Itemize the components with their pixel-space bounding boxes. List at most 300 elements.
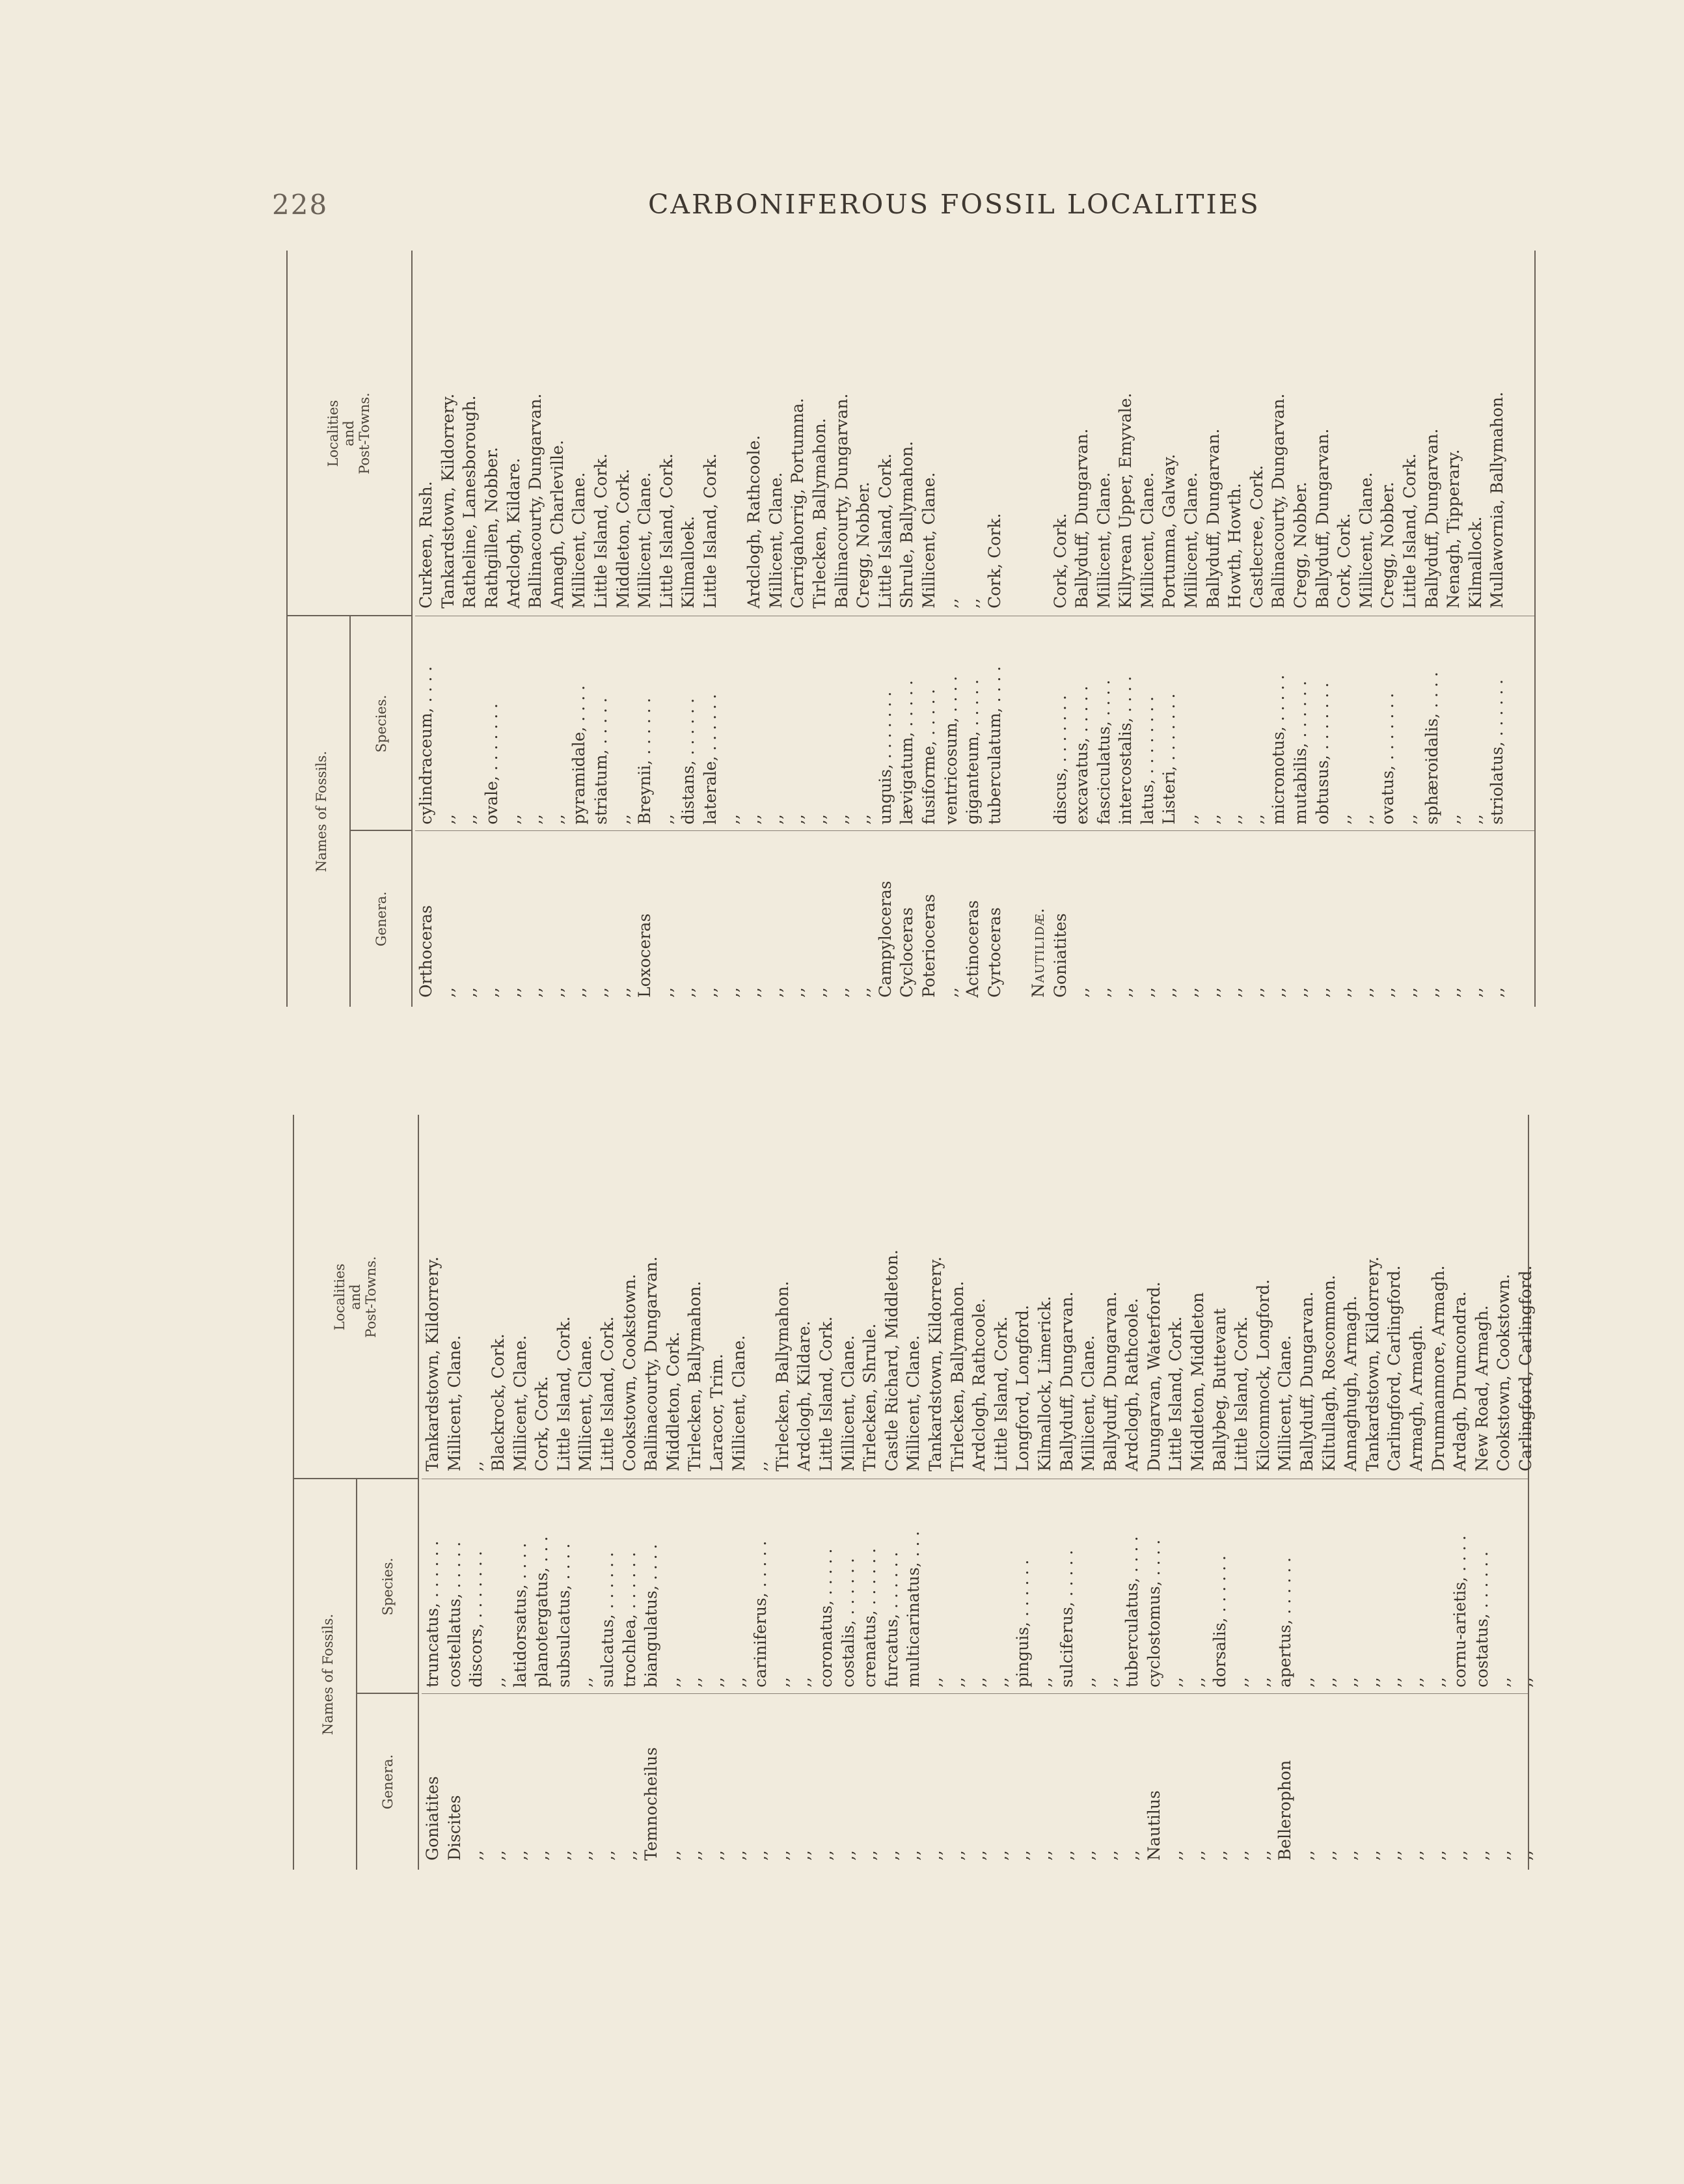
table-header	[288, 251, 413, 1007]
species-cell: obtusus, . . . . . . .	[1312, 682, 1332, 825]
species-cell: ,,	[613, 814, 632, 825]
genus-cell: ,,	[526, 987, 545, 998]
fossil-table-lower-rotated	[288, 251, 1534, 1007]
locality-cell: Carrigahorrig, Portumna.	[788, 398, 808, 608]
table-row	[765, 251, 787, 1007]
species-cell: ,,	[1035, 1677, 1054, 1687]
genus-cell: ,,	[1428, 1850, 1448, 1861]
locality-cell: Cookstown, Cookstown.	[1494, 1274, 1514, 1471]
locality-cell: Cregg, Nobber.	[1291, 482, 1311, 608]
table-row	[524, 251, 547, 1007]
table-row	[968, 1115, 990, 1870]
species-cell: Breynii, . . . . . .	[635, 698, 655, 825]
genus-cell: ,,	[1400, 987, 1420, 998]
genus-cell: Bellerophon	[1275, 1760, 1295, 1861]
species-cell: intercostalis, . . . .	[1116, 676, 1135, 825]
table-row	[1005, 251, 1027, 1007]
genus-cell: ,,	[460, 987, 480, 998]
genus-cell: ,,	[941, 987, 960, 998]
locality-cell: Longford, Longford.	[1013, 1305, 1033, 1471]
table-row	[1143, 1115, 1165, 1870]
species-cell: biangulatus, . . . .	[642, 1544, 661, 1687]
locality-cell: Little Island, Cork.	[1166, 1316, 1186, 1471]
locality-cell: Little Island, Cork.	[591, 453, 611, 608]
species-cell: subsulcatus, . . . .	[554, 1543, 573, 1687]
table-row	[1224, 251, 1246, 1007]
species-cell: ,,	[947, 1677, 967, 1687]
table-row	[772, 1115, 794, 1870]
species-cell: ,,	[438, 814, 457, 825]
genus-cell: ,,	[1122, 1850, 1142, 1861]
species-cell: tuberculatum, . . . .	[985, 666, 1004, 825]
locality-cell: Ballyduff, Dungarvan.	[1203, 428, 1223, 608]
locality-cell: ,,	[963, 598, 983, 608]
species-cell: coronatus, . . . . .	[816, 1548, 835, 1687]
species-cell: ,,	[1232, 1677, 1251, 1687]
locality-cell: Middleton, Cork.	[613, 469, 632, 608]
locality-cell: Curkeen, Rush.	[416, 481, 436, 608]
species-cell: truncatus, . . . . . .	[423, 1540, 442, 1687]
genus-cell: ,,	[729, 1850, 748, 1861]
header-species: Species.	[380, 1557, 396, 1616]
locality-cell: Ballyduff, Dungarvan.	[1422, 428, 1441, 608]
species-cell: ovale, . . . . . . .	[482, 703, 502, 825]
genus-cell: ,,	[598, 1850, 618, 1861]
table-row	[1187, 1115, 1209, 1870]
genus-cell: ,,	[1210, 1850, 1229, 1861]
locality-cell: Millicent, Clane.	[576, 1335, 595, 1471]
species-cell: ,,	[1297, 1677, 1317, 1687]
species-cell: mutabilis, . . . . . .	[1291, 681, 1311, 825]
page-title: CARBONIFEROUS FOSSIL LOCALITIES	[648, 189, 1260, 220]
genus-cell: ,,	[591, 987, 611, 998]
table-row	[699, 251, 722, 1007]
table-row	[962, 251, 984, 1007]
species-cell: ,,	[722, 814, 742, 825]
species-cell: planotergatus, . . .	[532, 1536, 552, 1687]
species-cell: Listeri, . . . . . . .	[1160, 693, 1179, 825]
genus-cell: Loxoceras	[635, 913, 655, 998]
species-cell: excavatus, . . . . .	[1072, 685, 1092, 825]
table-row	[1296, 1115, 1318, 1870]
table-row	[509, 1115, 531, 1870]
locality-cell: Ardclogh, Rathcoole.	[1122, 1298, 1142, 1471]
species-cell: ,,	[707, 1677, 727, 1687]
genus-cell: ,,	[751, 1850, 770, 1861]
table-row	[1071, 251, 1093, 1007]
genus-cell: ,,	[504, 987, 523, 998]
locality-cell: Tankardstown, Kildorrery.	[925, 1256, 945, 1471]
genus-cell: Orthoceras	[416, 905, 436, 998]
page-number: 228	[272, 189, 329, 221]
locality-cell: Millicent, Clane.	[1356, 472, 1376, 608]
table-row	[1290, 251, 1312, 1007]
table-row	[1427, 1115, 1449, 1870]
genus-cell: ,,	[554, 1850, 573, 1861]
table-row	[612, 251, 634, 1007]
locality-cell: Tankardstown, Kildorrery.	[438, 393, 457, 608]
species-cell: ,,	[788, 814, 808, 825]
table-row	[727, 1115, 750, 1870]
genus-cell: ,,	[925, 1850, 945, 1861]
table-row	[1055, 1115, 1078, 1870]
header-genera: Genera.	[373, 891, 389, 947]
table-row	[721, 251, 743, 1007]
locality-cell: Little Island, Cork.	[701, 453, 720, 608]
species-cell: ,,	[925, 1677, 945, 1687]
species-cell: ,,	[547, 814, 567, 825]
genus-cell: ,,	[438, 987, 457, 998]
genus-cell: ,,	[1356, 987, 1376, 998]
locality-cell: Little Island, Cork.	[816, 1316, 835, 1471]
species-cell: ,,	[1100, 1677, 1120, 1687]
table-row	[1449, 1115, 1471, 1870]
locality-cell: Millicent, Clane.	[1079, 1335, 1098, 1471]
table-row	[1049, 251, 1071, 1007]
locality-cell: Millicent, Clane.	[1182, 472, 1201, 608]
genus-cell: ,,	[1013, 1850, 1033, 1861]
table-row	[1340, 1115, 1362, 1870]
header-localities-line1: Localities	[332, 1263, 347, 1331]
locality-cell: Middleton, Cork.	[663, 1331, 683, 1471]
table-row	[481, 251, 503, 1007]
genus-cell: ,,	[838, 1850, 858, 1861]
genus-cell: ,,	[467, 1850, 486, 1861]
genus-cell: ,,	[1182, 987, 1201, 998]
table-row	[1165, 1115, 1187, 1870]
genus-cell: ,,	[1363, 1850, 1382, 1861]
locality-cell: Nenagh, Tipperary.	[1444, 449, 1463, 608]
genus-cell: ,,	[1079, 1850, 1098, 1861]
genus-cell: ,,	[707, 1850, 727, 1861]
fossil-table-upper	[293, 1115, 1535, 1870]
table-row	[1377, 251, 1399, 1007]
genus-cell: ,,	[701, 987, 720, 998]
table-row	[590, 251, 612, 1007]
genus-cell: ,,	[532, 1850, 552, 1861]
genus-cell: ,,	[1035, 1850, 1054, 1861]
table-row	[1230, 1115, 1253, 1870]
locality-cell: Ballyduff, Dungarvan.	[1057, 1291, 1076, 1471]
table-row	[793, 1115, 815, 1870]
species-cell: discus, . . . . . . .	[1050, 695, 1070, 825]
locality-cell: Laracor, Trim.	[707, 1354, 727, 1471]
table-row	[1515, 1115, 1537, 1870]
genus-cell: ,,	[1335, 987, 1354, 998]
genus-cell: ,,	[809, 987, 829, 998]
genus-cell: ,,	[482, 987, 502, 998]
species-cell: ,,	[1319, 1677, 1338, 1687]
genus-cell: ,,	[1253, 1850, 1273, 1861]
table-row	[677, 251, 699, 1007]
genus-cell: ,,	[1225, 987, 1245, 998]
species-cell: ,,	[1465, 814, 1485, 825]
locality-cell: Tirlecken, Ballymahon.	[947, 1281, 967, 1471]
locality-cell: Millicent, Clane.	[510, 1335, 530, 1471]
header-localities-line2: and	[347, 1284, 363, 1310]
locality-cell: Kilmalloek.	[679, 515, 698, 608]
table-row	[1274, 1115, 1296, 1870]
table-row	[1383, 1115, 1406, 1870]
species-cell: cariniferus, . . . . .	[751, 1540, 770, 1687]
table-row	[1137, 251, 1159, 1007]
locality-cell: Ballyduff, Dungarvan.	[1072, 428, 1092, 608]
table-row	[750, 1115, 772, 1870]
genus-cell: ,,	[788, 987, 808, 998]
genus-cell: ,,	[766, 987, 785, 998]
table-row	[1012, 1115, 1034, 1870]
species-cell: lævigatum, . . . . .	[897, 680, 917, 825]
species-cell: ,,	[729, 1677, 748, 1687]
species-cell: costellatus, . . . . .	[444, 1541, 464, 1687]
table-row	[553, 1115, 575, 1870]
table-row	[1443, 251, 1465, 1007]
species-cell: unguis, . . . . . . .	[875, 691, 895, 825]
locality-cell: Little Island, Cork.	[554, 1316, 573, 1471]
genus-cell: ,,	[744, 987, 764, 998]
locality-cell: Drummanmore, Armagh.	[1428, 1265, 1448, 1471]
table-row	[925, 1115, 947, 1870]
locality-cell: Annagh, Charleville.	[547, 440, 567, 608]
species-cell: ,,	[1182, 814, 1201, 825]
table-row	[706, 1115, 728, 1870]
species-cell: ,,	[1079, 1677, 1098, 1687]
header-localities-line1: Localities	[325, 400, 341, 467]
table-row	[983, 251, 1005, 1007]
genus-cell: ,,	[947, 1850, 967, 1861]
species-cell: ,,	[1203, 814, 1223, 825]
table-row	[1121, 1115, 1143, 1870]
table-row	[502, 251, 524, 1007]
species-cell: apertus, . . . . . .	[1275, 1557, 1295, 1687]
locality-cell: Tirlecken, Shrule.	[860, 1323, 880, 1471]
genus-cell: ,,	[685, 1850, 705, 1861]
species-cell: sulcatus, . . . . . .	[598, 1551, 618, 1687]
species-cell: ,,	[832, 814, 851, 825]
genus-cell: Temnocheilus	[642, 1747, 661, 1861]
locality-cell: Mullawornia, Ballymahon.	[1487, 391, 1507, 608]
species-cell: ,,	[489, 1677, 508, 1687]
table-row	[597, 1115, 619, 1870]
species-cell: giganteum, . . . . .	[963, 679, 983, 825]
table-row	[662, 1115, 685, 1870]
table-row	[459, 251, 481, 1007]
locality-cell: Little Island, Cork.	[1400, 453, 1420, 608]
species-cell: ,,	[1407, 1677, 1426, 1687]
locality-cell: New Road, Armagh.	[1472, 1305, 1491, 1471]
genus-cell: ,,	[970, 1850, 989, 1861]
species-cell: pyramidale, . . . .	[569, 685, 589, 825]
species-cell: ,,	[1444, 814, 1463, 825]
header-genera: Genera.	[380, 1754, 396, 1810]
header-names-of-fossils: Names of Fossils.	[320, 1613, 336, 1736]
species-cell: ,,	[526, 814, 545, 825]
locality-cell: Dungarvan, Waterford.	[1144, 1281, 1163, 1471]
table-row	[531, 1115, 553, 1870]
table-row	[1158, 251, 1180, 1007]
table-row	[568, 251, 590, 1007]
genus-cell: ,,	[1269, 987, 1288, 998]
species-cell: ,,	[1400, 814, 1420, 825]
locality-cell: Killyrean Upper, Emyvale.	[1116, 392, 1135, 608]
species-cell: ,,	[1253, 1677, 1273, 1687]
locality-cell: Millicent, Clane.	[444, 1335, 464, 1471]
genus-cell: ,,	[1472, 1850, 1491, 1861]
locality-cell: Ballinacourty, Dungarvan.	[832, 393, 851, 608]
table-row	[1493, 1115, 1515, 1870]
locality-cell: Castlecree, Cork.	[1247, 465, 1266, 608]
species-cell: ,,	[1515, 1677, 1535, 1687]
locality-cell: Cregg, Nobber.	[1378, 482, 1398, 608]
fossil-table-upper-rotated	[294, 1115, 1535, 1870]
species-cell: costatus, . . . . . .	[1472, 1551, 1491, 1687]
table-row	[1202, 251, 1224, 1007]
locality-cell: Ardclogh, Kildare.	[504, 457, 523, 608]
header-localities-line3: Post-Towns.	[363, 1256, 379, 1338]
species-cell: ,,	[1356, 814, 1376, 825]
header-localities-line2: and	[341, 420, 357, 446]
species-cell: cylindraceum, . . . .	[416, 666, 436, 825]
genus-cell: ,,	[1072, 987, 1092, 998]
locality-cell: Kilmallock.	[1465, 516, 1485, 608]
locality-cell: Ardagh, Drumcondra.	[1450, 1291, 1470, 1471]
locality-cell: Kiltullagh, Roscommon.	[1319, 1275, 1338, 1471]
genus-cell: ,,	[1515, 1850, 1535, 1861]
genus-cell: ,,	[613, 987, 632, 998]
locality-cell: Millicent, Clane.	[1137, 472, 1157, 608]
table-row	[896, 251, 918, 1007]
locality-cell: Carlingford, Carlingford.	[1385, 1265, 1404, 1471]
locality-cell: Little Island, Cork.	[657, 453, 676, 608]
locality-cell: Castle Richard, Middleton.	[882, 1249, 901, 1471]
genus-cell: Discites	[444, 1795, 464, 1861]
table-row	[787, 251, 809, 1007]
locality-cell: Tirlecken, Ballymahon.	[772, 1281, 792, 1471]
species-cell: ,,	[1494, 1677, 1514, 1687]
locality-cell: Ballinacourty, Dungarvan.	[526, 393, 545, 608]
species-cell: furcatus, . . . . . .	[882, 1551, 901, 1687]
locality-cell: Howth, Howth.	[1225, 483, 1245, 608]
species-cell: ,,	[685, 1677, 705, 1687]
locality-cell: Ballyduff, Dungarvan.	[1100, 1291, 1120, 1471]
genus-cell: ,,	[510, 1850, 530, 1861]
genus-cell: ,,	[1385, 1850, 1404, 1861]
genus-cell: Campyloceras	[875, 880, 895, 998]
table-row	[1399, 251, 1421, 1007]
table-row	[1246, 251, 1268, 1007]
locality-cell: Cookstown, Cookstown.	[619, 1274, 639, 1471]
table-row	[1253, 1115, 1275, 1870]
table-body	[422, 1115, 1535, 1870]
locality-cell: Rathgillen, Nobber.	[482, 446, 502, 608]
table-rows	[415, 251, 1508, 1007]
genus-cell: ,,	[1116, 987, 1135, 998]
species-cell: distans, . . . . . .	[679, 698, 698, 825]
table-row	[852, 251, 875, 1007]
table-row	[415, 251, 437, 1007]
genus-cell: Cyrtoceras	[985, 907, 1004, 998]
table-row	[1333, 251, 1355, 1007]
locality-cell: Ardclogh, Rathcoole.	[970, 1298, 989, 1471]
genus-cell: ,,	[1100, 1850, 1120, 1861]
locality-cell: Millicent, Clane.	[904, 1335, 923, 1471]
species-cell: ,,	[1166, 1677, 1186, 1687]
table-row	[1099, 1115, 1121, 1870]
table-row	[1208, 1115, 1230, 1870]
genus-cell: ,,	[619, 1850, 639, 1861]
species-cell: fasciculatus, . . . .	[1094, 679, 1113, 825]
genus-cell: ,,	[882, 1850, 901, 1861]
locality-cell: Kilmallock, Limerick.	[1035, 1296, 1054, 1471]
species-cell: ,,	[744, 814, 764, 825]
table-row	[837, 1115, 859, 1870]
species-cell: ,,	[1247, 814, 1266, 825]
locality-cell: Tirlecken, Ballymahon.	[809, 418, 829, 608]
locality-cell: Little Island, Cork.	[1232, 1316, 1251, 1471]
species-cell: multicarinatus, . . .	[904, 1531, 923, 1687]
locality-cell: Portumna, Galway.	[1160, 454, 1179, 608]
genus-cell: ,,	[1166, 1850, 1186, 1861]
locality-cell: Millicent, Clane.	[729, 1335, 748, 1471]
locality-cell: ,,	[941, 598, 960, 608]
locality-cell: Millicent, Clane.	[919, 472, 938, 608]
header-localities-line3: Post-Towns.	[357, 392, 372, 474]
species-cell: ,,	[1341, 1677, 1361, 1687]
table-rows	[422, 1115, 1536, 1870]
table-row	[918, 251, 940, 1007]
genus-cell: ,,	[1203, 987, 1223, 998]
species-cell: cornu-arietis, . . . .	[1450, 1535, 1470, 1687]
locality-cell: Ballyduff, Dungarvan.	[1312, 428, 1332, 608]
locality-cell: Carlingford, Carlingford.	[1515, 1265, 1535, 1471]
genus-cell: ,,	[1341, 1850, 1361, 1861]
table-row	[809, 251, 831, 1007]
genus-cell: ,,	[1494, 1850, 1514, 1861]
table-row	[1311, 251, 1333, 1007]
genus-cell: ,,	[1291, 987, 1311, 998]
table-row	[1027, 251, 1050, 1007]
genus-cell: ,,	[569, 987, 589, 998]
genus-cell: Goniatites	[423, 1776, 442, 1861]
table-row	[880, 1115, 903, 1870]
genus-cell: ,,	[1450, 1850, 1470, 1861]
species-cell: tuberculatus, . . . .	[1122, 1536, 1142, 1687]
locality-cell: Cregg, Nobber.	[854, 482, 873, 608]
genus-cell: ,,	[860, 1850, 880, 1861]
species-cell: ,,	[1188, 1677, 1208, 1687]
header-localities	[325, 251, 372, 616]
genus-cell: ,,	[547, 987, 567, 998]
genus-cell: ,,	[904, 1850, 923, 1861]
species-cell: ,,	[504, 814, 523, 825]
species-cell: ,,	[809, 814, 829, 825]
table-row	[1486, 251, 1508, 1007]
locality-cell: Ballinacourty, Dungarvan.	[642, 1256, 661, 1471]
table-row	[1406, 1115, 1428, 1870]
genus-cell: ,,	[1297, 1850, 1317, 1861]
locality-cell: Ratheline, Lanesborough.	[460, 395, 480, 608]
table-row	[444, 1115, 466, 1870]
table-row	[547, 251, 569, 1007]
species-cell: ,,	[657, 814, 676, 825]
locality-cell: Ardclogh, Rathcoole.	[744, 435, 764, 608]
table-row	[830, 251, 852, 1007]
species-cell: fusiforme, . . . . .	[919, 689, 938, 825]
locality-cell: Annaghugh, Armagh.	[1341, 1295, 1361, 1471]
species-cell: ventricosum, . . . .	[941, 676, 960, 825]
table-row	[990, 1115, 1012, 1870]
genus-cell: Goniatites	[1050, 913, 1070, 998]
